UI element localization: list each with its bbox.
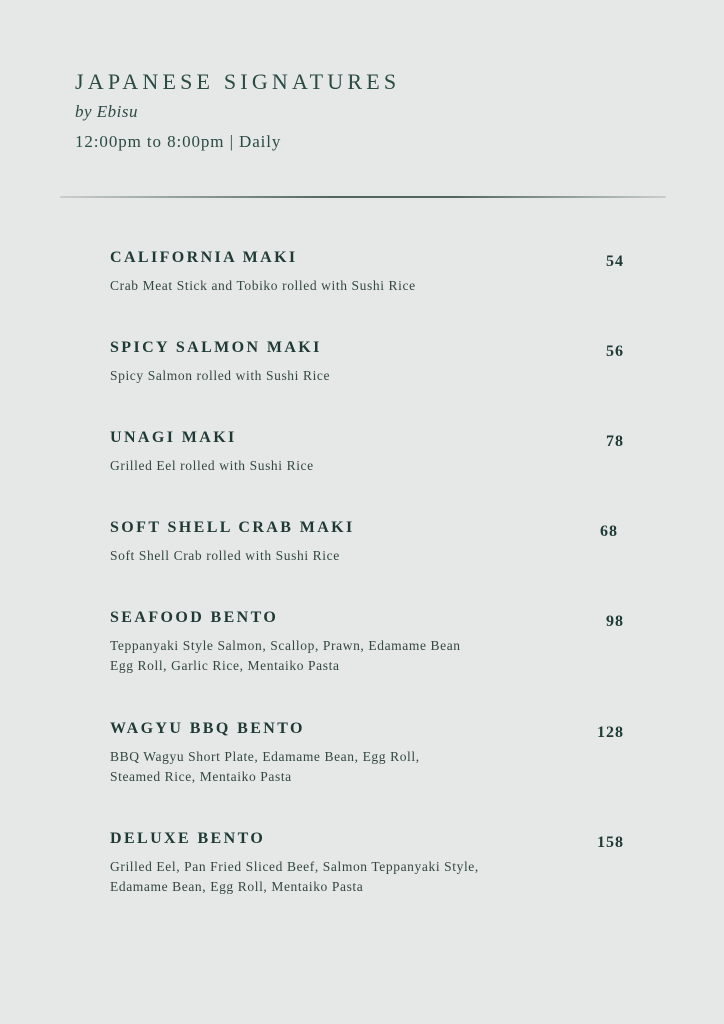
item-name: DELUXE BENTO	[110, 830, 266, 847]
menu-item	[110, 717, 628, 787]
item-price: 158	[597, 834, 624, 851]
item-price: 54	[606, 253, 624, 270]
item-name: SOFT SHELL CRAB MAKI	[110, 519, 355, 536]
menu-item	[110, 336, 628, 386]
item-description: Soft Shell Crab rolled with Sushi Rice	[110, 548, 340, 563]
opening-hours: 12:00pm to 8:00pm | Daily	[75, 132, 282, 151]
item-description: BBQ Wagyu Short Plate, Edamame Bean, Egg Roll, Steamed Rice, Mentaiko Pasta	[110, 749, 420, 784]
item-name: UNAGI MAKI	[110, 429, 237, 446]
item-name: SPICY SALMON MAKI	[110, 339, 322, 356]
menu-title: JAPANESE SIGNATURES	[75, 69, 401, 94]
item-description: Teppanyaki Style Salmon, Scallop, Prawn, Edamame Bean Egg Roll, Garlic Rice, Mentaiko Pasta	[110, 638, 461, 673]
item-price: 98	[606, 613, 624, 630]
item-price: 56	[606, 343, 624, 360]
menu-item	[110, 246, 628, 296]
menu-subtitle: by Ebisu	[75, 102, 139, 121]
item-name: SEAFOOD BENTO	[110, 609, 279, 626]
item-name: WAGYU BBQ BENTO	[110, 720, 305, 737]
item-price: 78	[606, 433, 624, 450]
item-price: 128	[597, 724, 624, 741]
item-description: Spicy Salmon rolled with Sushi Rice	[110, 368, 331, 383]
item-price: 68	[600, 523, 618, 540]
menu-item	[110, 606, 628, 676]
menu-item	[110, 426, 628, 476]
header-divider	[60, 196, 666, 198]
item-description: Crab Meat Stick and Tobiko rolled with Sushi Rice	[110, 278, 416, 293]
menu-item	[110, 827, 628, 897]
menu-item	[110, 516, 628, 566]
item-name: CALIFORNIA MAKI	[110, 249, 298, 266]
menu-header	[75, 66, 635, 154]
item-description: Grilled Eel, Pan Fried Sliced Beef, Salmon Teppanyaki Style, Edamame Bean, Egg Roll, Mentaiko Pasta	[110, 859, 479, 894]
item-description: Grilled Eel rolled with Sushi Rice	[110, 458, 314, 473]
